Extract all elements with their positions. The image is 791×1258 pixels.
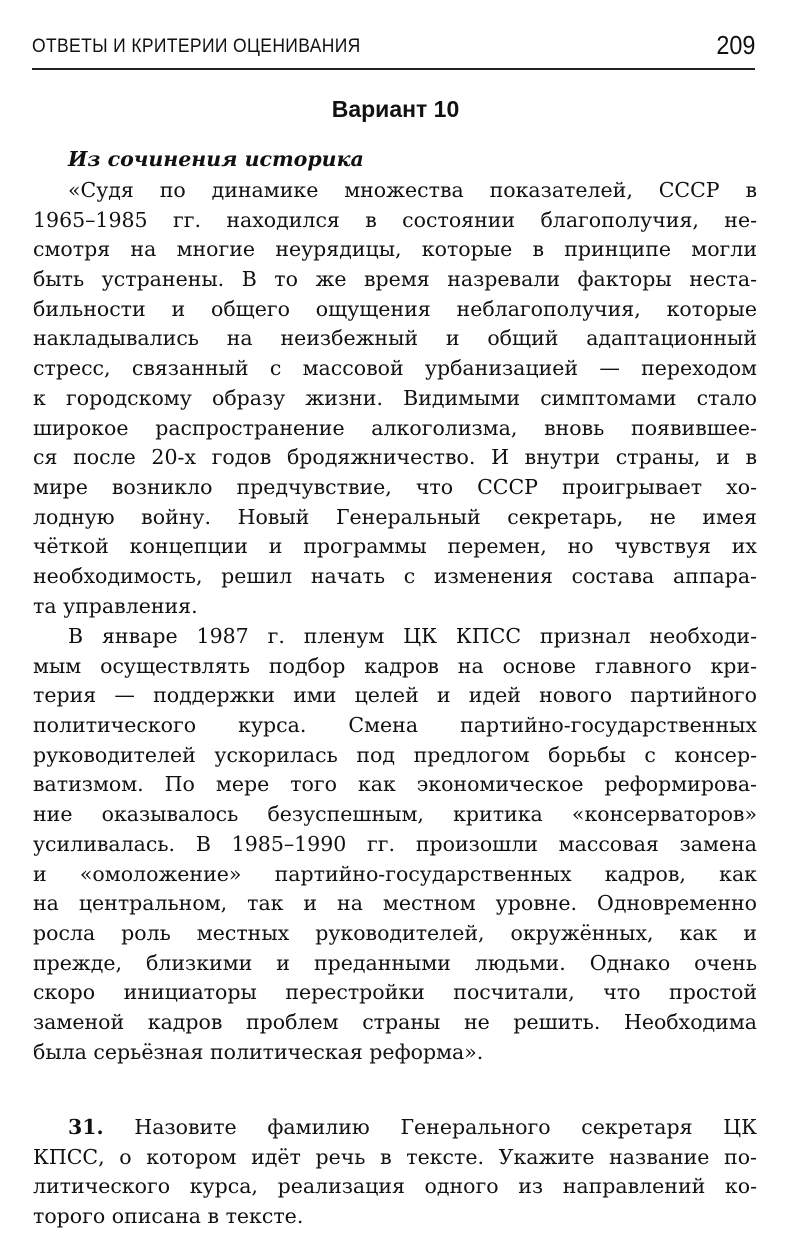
text-line: необходимость, решил начать с изменения состава аппара- bbox=[33, 563, 757, 588]
text-line: мым осуществлять подбор кадров на основе главного кри- bbox=[33, 653, 757, 678]
text-line: «Судя по динамике множества показателей, СССР в bbox=[68, 178, 757, 202]
text-line: прежде, близкими и преданными людьми. Однако очень bbox=[33, 950, 757, 975]
text-line: та управления. bbox=[33, 593, 198, 618]
text-line: заменой кадров проблем страны не решить. Необходима bbox=[33, 1009, 757, 1034]
text-line: В январе 1987 г. пленум ЦК КПСС признал необходи- bbox=[68, 624, 757, 648]
text-line: ватизмом. По мере того как экономическое реформирова- bbox=[33, 772, 757, 797]
text-line: быть устранены. В то же время назревали факторы неста- bbox=[33, 267, 757, 292]
text-line: 1965–1985 гг. находился в состоянии благополучия, не- bbox=[33, 207, 757, 232]
text-line: КПСС, о котором идёт речь в тексте. Укажите название по- bbox=[33, 1144, 757, 1169]
text-line: смотря на многие неурядицы, которые в принципе могли bbox=[33, 237, 757, 262]
text-line: была серьёзная политическая реформа». bbox=[33, 1039, 484, 1064]
text-line: лодную войну. Новый Генеральный секретарь, не имея bbox=[33, 504, 757, 529]
text-line: на центральном, так и на местном уровне. Одновременно bbox=[33, 891, 757, 916]
text-line: широкое распространение алкоголизма, вновь появившее- bbox=[33, 415, 757, 440]
text-line: чёткой концепции и программы перемен, но чувствуя их bbox=[33, 534, 757, 559]
text-line: литического курса, реализация одного из направлений ко- bbox=[33, 1174, 757, 1199]
question-number: 31. bbox=[68, 1115, 104, 1139]
text-line: накладывались на неизбежный и общий адаптационный bbox=[33, 326, 757, 351]
text-line: терия — поддержки ими целей и идей нового партийного bbox=[33, 683, 757, 708]
source-heading: Из сочинения историка bbox=[68, 147, 364, 171]
text-line: скоро инициаторы перестройки посчитали, что простой bbox=[33, 980, 757, 1005]
text-line: политического курса. Смена партийно-государственных bbox=[33, 713, 757, 738]
text-line: мире возникло предчувствие, что СССР проигрывает хо- bbox=[33, 474, 757, 499]
section-title: ОТВЕТЫ И КРИТЕРИИ ОЦЕНИВАНИЯ bbox=[32, 36, 361, 57]
text-line: к городскому образу жизни. Видимыми симптомами стало bbox=[33, 385, 757, 410]
question-31 bbox=[33, 1113, 757, 1232]
text-line: бильности и общего ощущения неблагополучия, которые bbox=[33, 296, 757, 321]
text-line: ся после 20-х годов бродяжничество. И внутри страны, и в bbox=[33, 445, 757, 470]
text-line: руководителей ускорилась под предлогом борьбы с консер- bbox=[33, 742, 757, 767]
text-line: усиливалась. В 1985–1990 гг. произошли массовая замена bbox=[33, 831, 757, 856]
page-number: 209 bbox=[715, 30, 755, 60]
text-line: торого описана в тексте. bbox=[33, 1204, 304, 1229]
text-line: 31. Назовите фамилию Генерального секретаря ЦК bbox=[68, 1115, 757, 1139]
text-paragraph-1 bbox=[33, 176, 757, 621]
text-line: стресс, связанный с массовой урбанизацией — переходом bbox=[33, 356, 757, 381]
running-header bbox=[32, 28, 755, 70]
text-paragraph-2 bbox=[33, 622, 757, 1067]
text-line: росла роль местных руководителей, окружённых, как и bbox=[33, 920, 757, 945]
text-line: и «омоложение» партийно-государственных кадров, как bbox=[33, 861, 757, 886]
text-line: ние оказывалось безуспешным, критика «консерваторов» bbox=[33, 802, 757, 827]
variant-title: Вариант 10 bbox=[331, 96, 460, 122]
